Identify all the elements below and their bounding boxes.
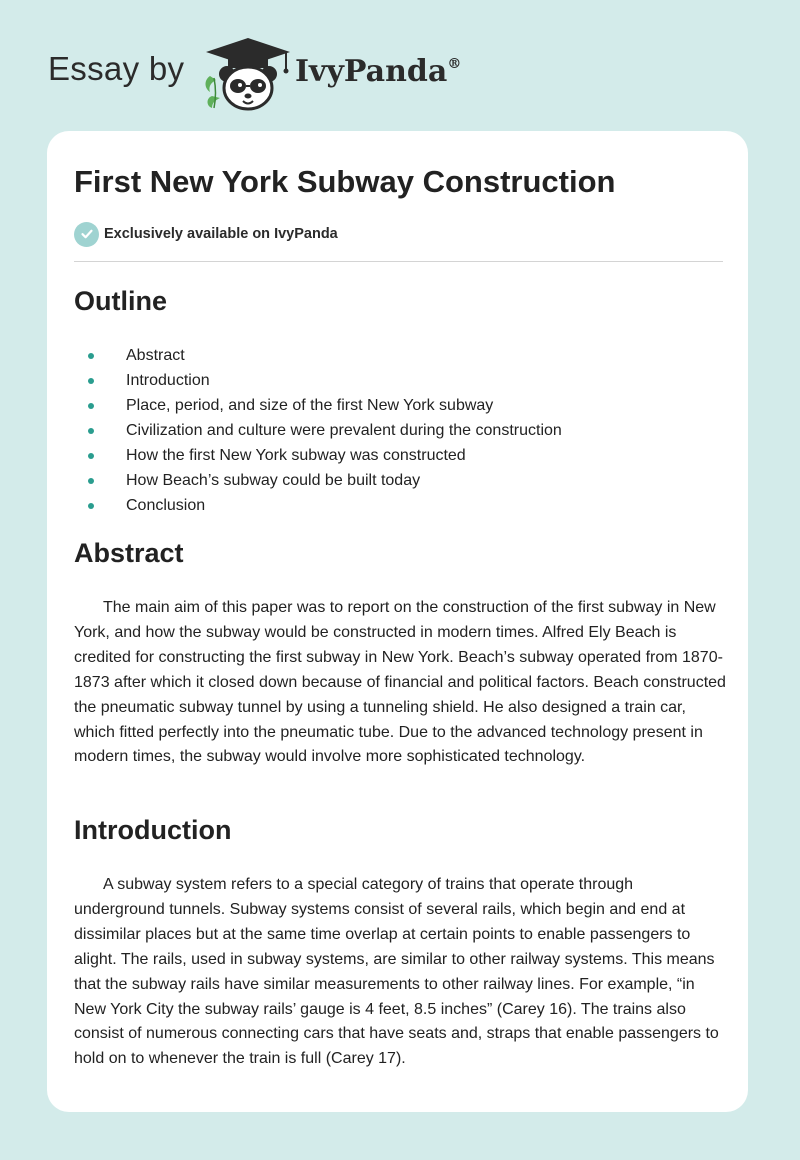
outline-item-label: Introduction [126, 372, 210, 389]
exclusive-badge [74, 221, 338, 247]
outline-item-label: How the first New York subway was constructed [126, 447, 466, 464]
brand-text: IvyPanda [295, 54, 448, 89]
introduction-paragraph: A subway system refers to a special category of trains that operate through underground tunnels. Subway systems consist of several rails, which begin and end at dissimilar places but at the same time overlap at certain points to enable passengers to alight. The rails, used in subway systems, are similar to other railway systems. This means that the subway rails have similar measurements to other railway lines. For example, “in New York City the subway rails’ gauge is 4 feet, 8.5 inches” (Carey 16). The trains also consist of numerous connecting cars that have seats and, straps that enable passengers to hold on to whenever the train is full (Carey 17). [74, 876, 719, 1068]
ivy-leaf-icon [206, 76, 221, 108]
bullet-icon [88, 353, 94, 359]
site-header [0, 0, 800, 130]
outline-item[interactable] [74, 443, 562, 468]
outline-list [74, 343, 562, 518]
bullet-icon [88, 453, 94, 459]
registered-mark: ® [447, 56, 462, 72]
outline-item-label: How Beach’s subway could be built today [126, 472, 421, 489]
check-circle-icon [74, 222, 99, 247]
outline-item[interactable] [74, 493, 562, 518]
outline-item-label: Civilization and culture were prevalent during the construction [126, 422, 562, 439]
brand-name[interactable] [295, 54, 461, 89]
bullet-icon [88, 378, 94, 384]
abstract-paragraph: The main aim of this paper was to report on the construction of the first subway in New York, and how the subway would be constructed in modern times. Alfred Ely Beach is credited for constructing the first subway in New York. Beach’s subway operated from 1870-1873 after which it closed down because of financial and political factors. Beach constructed the pneumatic subway tunnel by using a tunneling shield. He also designed a train car, which fitted perfectly into the pneumatic tube. Due to the advanced technology present in modern times, the subway would involve more sophisticated technology. [74, 599, 726, 766]
outline-item[interactable] [74, 418, 562, 443]
bullet-icon [88, 503, 94, 509]
outline-item-label: Place, period, and size of the first New York subway [126, 397, 494, 414]
outline-item[interactable] [74, 393, 562, 418]
essay-by-label: Essay by [48, 50, 185, 87]
exclusive-badge-text: Exclusively available on IvyPanda [104, 226, 338, 242]
essay-card [47, 131, 748, 1112]
abstract-heading: Abstract [74, 538, 184, 568]
outline-item-label: Abstract [126, 347, 185, 364]
outline-item-label: Conclusion [126, 497, 206, 514]
introduction-heading: Introduction [74, 815, 232, 845]
outline-item[interactable] [74, 468, 562, 493]
ivypanda-panda-logo-icon[interactable] [200, 36, 296, 112]
outline-heading: Outline [74, 286, 167, 316]
bullet-icon [88, 428, 94, 434]
page-title: First New York Subway Construction [74, 164, 616, 199]
outline-item[interactable] [74, 343, 562, 368]
bullet-icon [88, 403, 94, 409]
outline-item[interactable] [74, 368, 562, 393]
bullet-icon [88, 478, 94, 484]
title-divider [74, 261, 723, 262]
